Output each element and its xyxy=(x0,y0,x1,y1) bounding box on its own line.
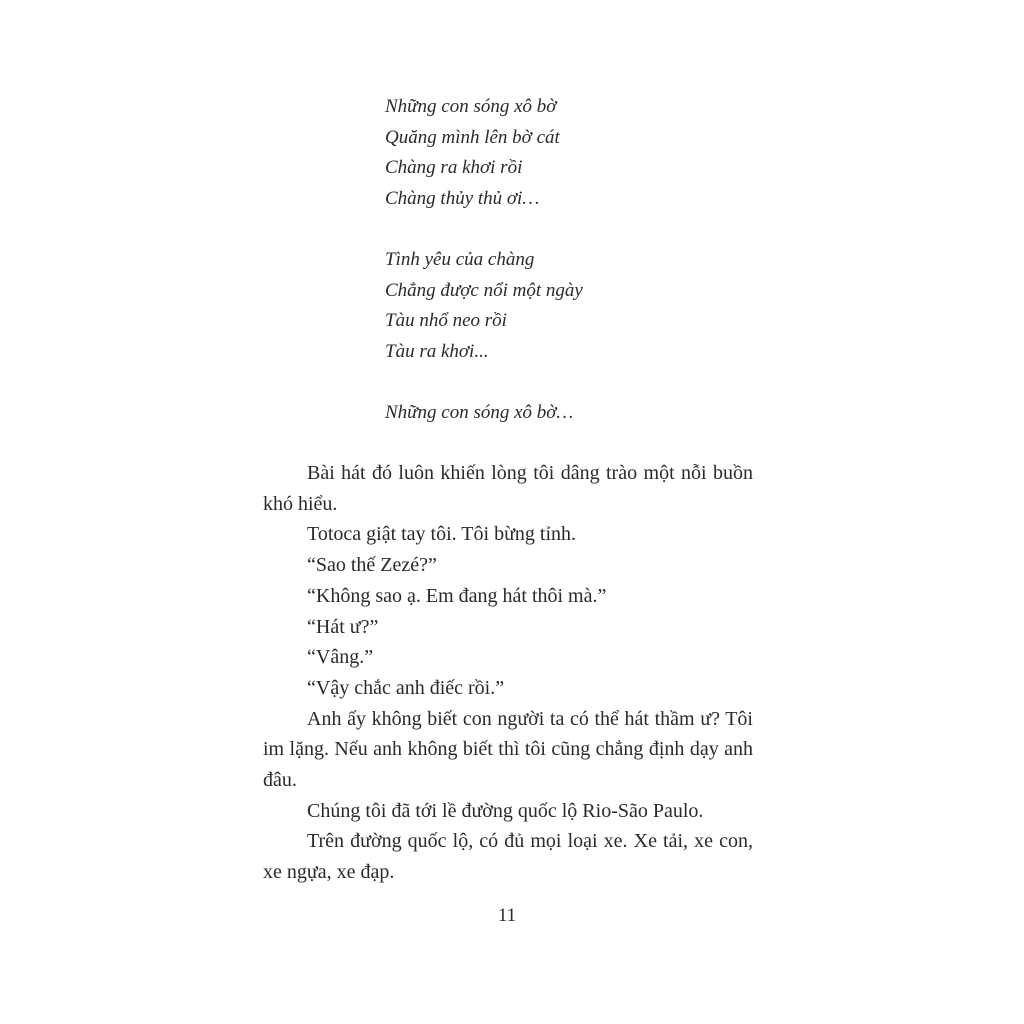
dialogue-line: “Không sao ạ. Em đang hát thôi mà.” xyxy=(307,584,607,607)
dialogue-line: “Vậy chắc anh điếc rồi.” xyxy=(307,676,505,699)
song-lyrics xyxy=(385,92,785,429)
lyric-line: Tàu nhổ neo rồi xyxy=(385,310,507,332)
stanza-break xyxy=(385,214,785,245)
lyric-line: Những con sóng xô bờ xyxy=(385,96,557,117)
stanza-break xyxy=(385,367,785,398)
paragraph: Anh ấy không biết con người ta có thể hát thầm ư? Tôi im lặng. Nếu anh không biết thì tôi cũng chẳng định dạy anh đâu. xyxy=(263,707,753,792)
paragraph: Totoca giật tay tôi. Tôi bừng tỉnh. xyxy=(307,523,577,546)
lyric-line: Chẳng được nổi một ngày xyxy=(385,279,583,301)
lyric-line: Tình yêu của chàng xyxy=(385,248,535,270)
page-number: 11 xyxy=(497,905,517,926)
dialogue-line: “Vâng.” xyxy=(307,646,374,669)
dialogue-line: “Hát ư?” xyxy=(307,615,379,638)
lyric-line: Tàu ra khơi... xyxy=(385,340,489,362)
dialogue-line: “Sao thế Zezé?” xyxy=(307,554,437,577)
paragraph: Chúng tôi đã tới lề đường quốc lộ Rio-São Paulo. xyxy=(307,799,704,822)
lyric-line: Chàng ra khơi rồi xyxy=(385,157,523,179)
lyric-line: Những con sóng xô bờ… xyxy=(385,401,574,423)
paragraph: Bài hát đó luôn khiến lòng tôi dâng trào một nỗi buồn khó hiểu. xyxy=(263,462,753,515)
lyric-line: Chàng thủy thủ ơi… xyxy=(385,187,540,209)
body-text xyxy=(263,458,753,888)
paragraph: Trên đường quốc lộ, có đủ mọi loại xe. Xe tải, xe con, xe ngựa, xe đạp. xyxy=(263,830,753,884)
lyric-line: Quăng mình lên bờ cát xyxy=(385,126,560,148)
